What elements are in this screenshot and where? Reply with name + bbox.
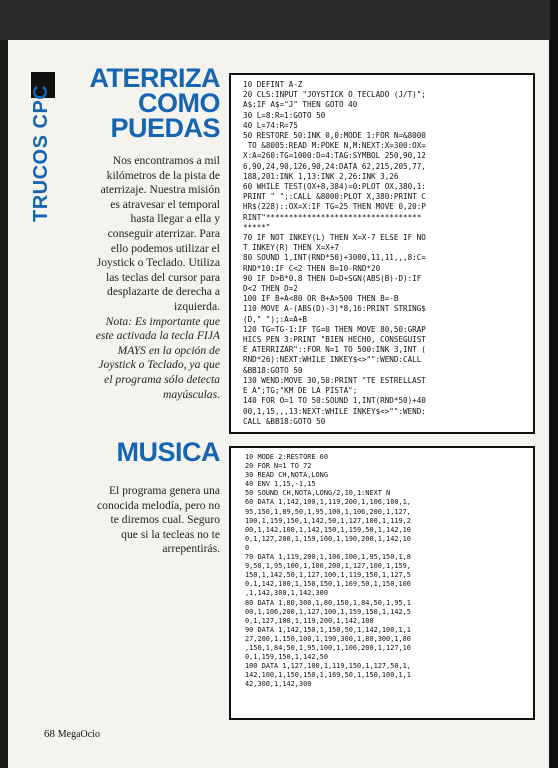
magazine-name: MegaOcio — [57, 729, 100, 740]
body-line: aterrizaje. Nuestra misión — [100, 183, 220, 197]
article-headline-musica: MUSICA — [116, 437, 220, 467]
body-line: El programa genera una — [108, 484, 220, 497]
body-line: arrepentirás. — [162, 542, 220, 556]
code-line: 70 DATA 1,119,200,1,106,100,1,95,150,1,8 — [245, 553, 411, 562]
code-line: 110 MOVE A-(ABS(D)-3)*8,16:PRINT STRING$ — [243, 304, 426, 314]
body-line: kilómetros de la pista de — [106, 168, 220, 182]
body-line: conocida melodía, pero no — [97, 498, 220, 512]
code-line: 80 SOUND 1,INT(RND*50)+3000,11,11,,,8:C= — [243, 253, 426, 263]
note-line: el programa sólo detecta — [104, 372, 220, 386]
code-line: 80 DATA 1,80,300,1,80,150,1,84,50,1,95,1 — [245, 598, 411, 607]
code-line: 40 L=74:R=75 — [243, 120, 298, 130]
code-line: D<2 THEN D=2 — [243, 284, 298, 294]
code-line: TO &8005:READ M:POKE N,M:NEXT:X=300:OX= — [243, 141, 426, 151]
section-label: TRUCOS CPC — [30, 84, 52, 222]
headline-line: ATERRIZA — [89, 63, 220, 93]
code-line: 90 DATA 1,142,150,1,150,50,1,142,100,1,1 — [245, 625, 411, 634]
page-number: 68 — [44, 728, 55, 740]
code-line: 6,90,24,90,126,90,24:DATA 62,215,205,77, — [243, 161, 426, 171]
code-line: 100,1,159,150,1,142,50,1,127,100,1,119,2 — [245, 516, 411, 525]
body-line: conseguir aterrizar. Para — [107, 226, 220, 240]
code-line: 20 FOR N=1 TO 72 — [245, 462, 312, 471]
code-line: 100 IF B+A<80 OR B+A>500 THEN B=-B — [243, 294, 399, 304]
code-line: HICS PEN 3:PRINT "BIEN HECHO, CONSEGUIST — [243, 335, 426, 345]
code-line: RINT"********************************** — [243, 212, 422, 222]
note-line: MAYS en la opción de — [117, 343, 220, 357]
body-line: es atravesar el temporal — [110, 197, 220, 211]
scan-border-top — [0, 0, 558, 40]
code-line: &BB18:GOTO 50 — [243, 365, 303, 375]
code-line: 60 DATA 1,142,100,1,119,200,1,106,100,1, — [245, 498, 411, 507]
code-line: 50 RESTORE 50:INK 0,0:MODE 1:FOR N=&8000 — [243, 131, 426, 141]
scan-border-right — [550, 0, 558, 768]
code-line: 0,1,159,150,1,142,50 — [245, 653, 328, 662]
body-line: desplazarte de derecha a — [107, 285, 220, 299]
code-line: HR$(228)::OX=X:IF TG=25 THEN MOVE 0,20:P — [243, 202, 426, 212]
code-line: 188,201:INK 1,13:INK 2,26:INK 3,26 — [243, 171, 399, 181]
body-line: hasta llegar a ella y — [130, 212, 220, 226]
body-line: que si la tecleas no te — [121, 527, 220, 541]
code-line: *****" — [243, 222, 271, 232]
code-line: ,1,142,300,1,142,300 — [245, 589, 328, 598]
body-line: te diremos cual. Seguro — [110, 513, 220, 527]
article-music-text — [97, 484, 220, 557]
code-line: 20 CLS:INPUT "JOYSTICK O TECLADO (J/T)"; — [243, 90, 426, 100]
code-line: 30 L=8:R=1:GOTO 50 — [243, 110, 326, 120]
code-line: 70 IF NOT INKEY(L) THEN X=X-7 ELSE IF NO — [243, 233, 426, 243]
code-line: 0,1,127,200,1,159,100,1,190,200,1,142,10 — [245, 534, 411, 543]
code-line: CALL &BB18:GOTO 50 — [243, 416, 326, 426]
note-line: este activada la tecla FIJA — [95, 329, 220, 343]
article-intro-text — [96, 154, 220, 402]
code-line: E ATERRIZAR"::FOR N=1 TO 500:INK 3,INT ( — [243, 345, 426, 355]
code-line: 00,1,15,,,13:NEXT:WHILE INKEY$<>"":WEND: — [243, 406, 426, 416]
code-line: 50 SOUND CH,NOTA,LONG/2,10,1:NEXT N — [245, 489, 391, 498]
code-line: 27,200,1,150,100,1,190,300,1,80,300,1,80 — [245, 634, 411, 643]
code-line: RND*26):NEXT:WHILE INKEY$<>"":WEND:CALL — [243, 355, 422, 365]
code-line: X:A=260:TG=1000:D=4:TAG:SYMBOL 250,90,12 — [243, 151, 426, 161]
body-line: las teclas del cursor para — [106, 270, 220, 284]
code-line: 142,100,1,150,150,1,169,50,1,150,100,1,1 — [245, 671, 411, 680]
code-line: 00,1,142,100,1,142,150,1,159,50,1,142,10 — [245, 525, 411, 534]
code-line: 30 READ CH,NOTA,LONG — [245, 471, 328, 480]
page-footer — [44, 728, 100, 740]
code-line: 90 IF D>B*0.8 THEN D=D+SGN(ABS(B)-D):IF — [243, 273, 422, 283]
code-line: (D," ");:A=A+B — [243, 314, 308, 324]
code-line: 0,1,127,100,1,119,200,1,142,100 — [245, 616, 374, 625]
body-line: Nos encontramos a mil — [112, 154, 220, 167]
code-line: RND*10:IF C<2 THEN B=10-RND*20 — [243, 263, 381, 273]
code-listing-musica — [229, 446, 535, 720]
code-line: 10 DEFINT A-Z — [243, 80, 303, 89]
code-line: 10 MODE 2:RESTORE 60 — [245, 453, 328, 461]
body-line: ello podemos utilizar el — [110, 241, 220, 255]
note-line: mayúsculas. — [163, 387, 220, 401]
code-line: 150,1,142,50,1,127,100,1,119,150,1,127,5 — [245, 571, 411, 580]
body-line: izquierda. — [173, 299, 220, 313]
code-line: 00,1,106,200,1,127,100,1,159,150,1,142,5 — [245, 607, 411, 616]
code-line: 120 TG=TG-1:IF TG=0 THEN MOVE 80,50:GRAP — [243, 324, 426, 334]
code-line: 0,1,142,100,1,150,150,1,169,50,1,150,100 — [245, 580, 411, 589]
headline-line: COMO — [138, 88, 220, 118]
code-line: A$:IF A$="J" THEN GOTO 40 — [243, 100, 358, 110]
code-line: 9,50,1,95,100,1,106,200,1,127,100,1,159, — [245, 562, 411, 571]
body-line: Joystick o Teclado. Utiliza — [96, 256, 220, 270]
code-line: E A";TG;"KM DE LA PISTA"; — [243, 386, 358, 396]
code-line: T INKEY(R) THEN X=X+7 — [243, 243, 340, 253]
code-line: ,150,1,84,50,1,95,100,1,106,200,1,127,10 — [245, 643, 411, 652]
code-listing-aterriza — [229, 73, 535, 434]
code-line: 0 — [245, 543, 250, 552]
note-line: Joystick o Teclado, ya que — [98, 358, 220, 372]
headline-line: PUEDAS — [110, 113, 220, 143]
code-line: PRINT " ";:CALL &8000:PLOT X,380:PRINT C — [243, 192, 426, 202]
article-headline-aterriza — [89, 63, 221, 143]
code-line: 100 DATA 1,127,100,1,119,150,1,127,50,1, — [245, 662, 411, 671]
note-line: Nota: Es importante que — [105, 314, 220, 328]
code-line: 140 FOR O=1 TO 50:SOUND 1,INT(RND*50)+40 — [243, 396, 426, 406]
code-line: 130 WEND:MOVE 30,50:PRINT "TE ESTRELLAST — [243, 375, 426, 385]
code-line: 95,150,1,89,50,1,95,100,1,106,200,1,127, — [245, 507, 411, 516]
code-line: 40 ENV 1,15,-1,15 — [245, 480, 316, 489]
code-line: 60 WHILE TEST(OX+8,384)=0:PLOT OX,380,1: — [243, 182, 426, 192]
code-line: 42,300,1,142,300 — [245, 680, 312, 689]
